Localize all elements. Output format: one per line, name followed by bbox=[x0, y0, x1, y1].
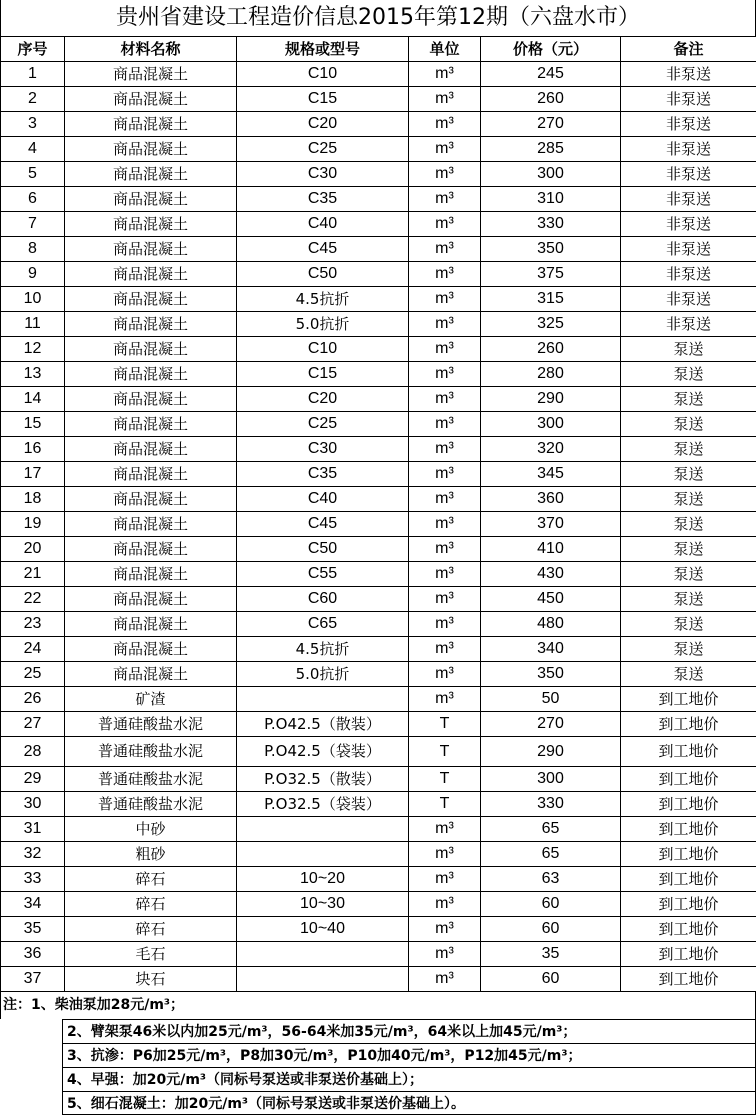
header-unit: 单位 bbox=[409, 37, 481, 62]
table-row bbox=[1, 437, 756, 462]
cell-unit: m³ bbox=[409, 512, 481, 537]
cell-note: 非泵送 bbox=[621, 287, 756, 312]
cell-unit: m³ bbox=[409, 137, 481, 162]
cell-name: 商品混凝土 bbox=[65, 437, 237, 462]
cell-note: 到工地价 bbox=[621, 967, 756, 992]
cell-spec: C25 bbox=[237, 412, 409, 437]
cell-unit: m³ bbox=[409, 967, 481, 992]
cell-price: 60 bbox=[481, 892, 621, 917]
table-row bbox=[1, 387, 756, 412]
cell-spec bbox=[237, 687, 409, 712]
cell-note: 到工地价 bbox=[621, 817, 756, 842]
cell-price: 260 bbox=[481, 87, 621, 112]
cell-spec: C65 bbox=[237, 612, 409, 637]
cell-note: 泵送 bbox=[621, 662, 756, 687]
cell-note: 非泵送 bbox=[621, 62, 756, 87]
cell-price: 285 bbox=[481, 137, 621, 162]
cell-spec: C15 bbox=[237, 362, 409, 387]
cell-unit: m³ bbox=[409, 917, 481, 942]
cell-spec: 10~40 bbox=[237, 917, 409, 942]
cell-price: 350 bbox=[481, 237, 621, 262]
table-row bbox=[1, 587, 756, 612]
cell-note: 非泵送 bbox=[621, 87, 756, 112]
cell-price: 325 bbox=[481, 312, 621, 337]
cell-no: 1 bbox=[1, 62, 65, 87]
cell-name: 商品混凝土 bbox=[65, 287, 237, 312]
cell-name: 碎石 bbox=[65, 867, 237, 892]
cell-note: 泵送 bbox=[621, 512, 756, 537]
cell-unit: m³ bbox=[409, 487, 481, 512]
sheet-title: 贵州省建设工程造价信息2015年第12期（六盘水市） bbox=[0, 0, 756, 36]
cell-name: 碎石 bbox=[65, 917, 237, 942]
cell-name: 中砂 bbox=[65, 817, 237, 842]
cell-price: 410 bbox=[481, 537, 621, 562]
cell-name: 毛石 bbox=[65, 942, 237, 967]
table-row bbox=[1, 792, 756, 817]
cell-unit: m³ bbox=[409, 662, 481, 687]
table-row bbox=[1, 162, 756, 187]
cell-note: 非泵送 bbox=[621, 212, 756, 237]
cell-no: 16 bbox=[1, 437, 65, 462]
cell-note: 泵送 bbox=[621, 487, 756, 512]
table-row bbox=[1, 867, 756, 892]
cell-spec: C30 bbox=[237, 437, 409, 462]
cell-name: 商品混凝土 bbox=[65, 187, 237, 212]
cell-no: 15 bbox=[1, 412, 65, 437]
cell-no: 21 bbox=[1, 562, 65, 587]
cell-no: 9 bbox=[1, 262, 65, 287]
cell-spec: C35 bbox=[237, 187, 409, 212]
cell-price: 320 bbox=[481, 437, 621, 462]
cell-no: 3 bbox=[1, 112, 65, 137]
cell-name: 商品混凝土 bbox=[65, 387, 237, 412]
cell-spec: 10~30 bbox=[237, 892, 409, 917]
cell-note: 到工地价 bbox=[621, 867, 756, 892]
cell-spec: P.O42.5（散装） bbox=[237, 712, 409, 737]
cell-spec: C30 bbox=[237, 162, 409, 187]
table-row bbox=[1, 892, 756, 917]
cell-price: 340 bbox=[481, 637, 621, 662]
cell-name: 商品混凝土 bbox=[65, 62, 237, 87]
cell-unit: m³ bbox=[409, 637, 481, 662]
cell-note: 到工地价 bbox=[621, 842, 756, 867]
cell-no: 28 bbox=[1, 737, 65, 767]
cell-price: 60 bbox=[481, 967, 621, 992]
cell-note: 非泵送 bbox=[621, 162, 756, 187]
cell-no: 12 bbox=[1, 337, 65, 362]
cell-unit: m³ bbox=[409, 337, 481, 362]
cell-price: 370 bbox=[481, 512, 621, 537]
cell-unit: m³ bbox=[409, 237, 481, 262]
cell-spec bbox=[237, 817, 409, 842]
cell-price: 345 bbox=[481, 462, 621, 487]
cell-price: 50 bbox=[481, 687, 621, 712]
cell-unit: m³ bbox=[409, 817, 481, 842]
cell-no: 8 bbox=[1, 237, 65, 262]
cell-unit: m³ bbox=[409, 387, 481, 412]
cell-price: 60 bbox=[481, 917, 621, 942]
cell-price: 290 bbox=[481, 387, 621, 412]
note-1: 注：1、柴油泵加28元/m³； bbox=[0, 992, 756, 1019]
cell-no: 35 bbox=[1, 917, 65, 942]
note-2: 2、臂架泵46米以内加25元/m³，56-64米加35元/m³，64米以上加45元/m³； bbox=[62, 1019, 756, 1043]
table-row bbox=[1, 942, 756, 967]
cell-price: 360 bbox=[481, 487, 621, 512]
cell-price: 330 bbox=[481, 792, 621, 817]
cell-spec: C25 bbox=[237, 137, 409, 162]
table-row bbox=[1, 817, 756, 842]
cell-name: 商品混凝土 bbox=[65, 362, 237, 387]
cell-name: 商品混凝土 bbox=[65, 237, 237, 262]
cell-name: 商品混凝土 bbox=[65, 637, 237, 662]
cell-note: 非泵送 bbox=[621, 262, 756, 287]
note-4: 4、早强：加20元/m³（同标号泵送或非泵送价基础上）； bbox=[62, 1067, 756, 1091]
cell-unit: T bbox=[409, 792, 481, 817]
table-row bbox=[1, 87, 756, 112]
cell-name: 商品混凝土 bbox=[65, 137, 237, 162]
cell-name: 商品混凝土 bbox=[65, 312, 237, 337]
cell-unit: m³ bbox=[409, 162, 481, 187]
table-row bbox=[1, 362, 756, 387]
cell-price: 65 bbox=[481, 842, 621, 867]
cell-price: 450 bbox=[481, 587, 621, 612]
table-row bbox=[1, 337, 756, 362]
table-row bbox=[1, 62, 756, 87]
cell-spec: 10~20 bbox=[237, 867, 409, 892]
cell-name: 商品混凝土 bbox=[65, 412, 237, 437]
cell-spec: C40 bbox=[237, 487, 409, 512]
note-5: 5、细石混凝土：加20元/m³（同标号泵送或非泵送价基础上）。 bbox=[62, 1091, 756, 1115]
cell-name: 商品混凝土 bbox=[65, 612, 237, 637]
header-row bbox=[1, 37, 756, 62]
cell-no: 26 bbox=[1, 687, 65, 712]
table-row bbox=[1, 662, 756, 687]
cell-no: 22 bbox=[1, 587, 65, 612]
cell-price: 350 bbox=[481, 662, 621, 687]
cell-no: 23 bbox=[1, 612, 65, 637]
cell-unit: m³ bbox=[409, 867, 481, 892]
cell-name: 商品混凝土 bbox=[65, 162, 237, 187]
cell-spec: C35 bbox=[237, 462, 409, 487]
table-row bbox=[1, 287, 756, 312]
cell-name: 商品混凝土 bbox=[65, 537, 237, 562]
cell-price: 300 bbox=[481, 162, 621, 187]
cell-spec: C10 bbox=[237, 62, 409, 87]
cell-unit: m³ bbox=[409, 262, 481, 287]
cell-spec: P.O42.5（袋装） bbox=[237, 737, 409, 767]
cell-no: 18 bbox=[1, 487, 65, 512]
cell-note: 非泵送 bbox=[621, 112, 756, 137]
table-row bbox=[1, 737, 756, 767]
table-row bbox=[1, 512, 756, 537]
table-row bbox=[1, 212, 756, 237]
table-row bbox=[1, 637, 756, 662]
cell-no: 2 bbox=[1, 87, 65, 112]
cell-price: 245 bbox=[481, 62, 621, 87]
cell-note: 泵送 bbox=[621, 462, 756, 487]
cell-spec: P.O32.5（散装） bbox=[237, 767, 409, 792]
cell-name: 块石 bbox=[65, 967, 237, 992]
cell-unit: m³ bbox=[409, 412, 481, 437]
table-row bbox=[1, 262, 756, 287]
cell-unit: m³ bbox=[409, 212, 481, 237]
cell-unit: m³ bbox=[409, 312, 481, 337]
cell-unit: m³ bbox=[409, 62, 481, 87]
cell-unit: T bbox=[409, 767, 481, 792]
cell-unit: m³ bbox=[409, 187, 481, 212]
header-note: 备注 bbox=[621, 37, 756, 62]
cell-unit: m³ bbox=[409, 687, 481, 712]
cell-unit: T bbox=[409, 737, 481, 767]
cell-no: 29 bbox=[1, 767, 65, 792]
cell-price: 300 bbox=[481, 412, 621, 437]
cell-note: 到工地价 bbox=[621, 942, 756, 967]
cell-no: 31 bbox=[1, 817, 65, 842]
cell-no: 10 bbox=[1, 287, 65, 312]
table-row bbox=[1, 237, 756, 262]
cell-unit: m³ bbox=[409, 587, 481, 612]
cell-no: 14 bbox=[1, 387, 65, 412]
cell-note: 到工地价 bbox=[621, 687, 756, 712]
cell-price: 270 bbox=[481, 112, 621, 137]
cell-price: 430 bbox=[481, 562, 621, 587]
cell-spec bbox=[237, 967, 409, 992]
table-row bbox=[1, 312, 756, 337]
cell-note: 非泵送 bbox=[621, 137, 756, 162]
cell-name: 商品混凝土 bbox=[65, 662, 237, 687]
cell-spec bbox=[237, 842, 409, 867]
cell-name: 粗砂 bbox=[65, 842, 237, 867]
cell-spec bbox=[237, 942, 409, 967]
cell-note: 泵送 bbox=[621, 437, 756, 462]
cell-name: 普通硅酸盐水泥 bbox=[65, 737, 237, 767]
cell-note: 到工地价 bbox=[621, 892, 756, 917]
cell-name: 商品混凝土 bbox=[65, 562, 237, 587]
cell-note: 非泵送 bbox=[621, 237, 756, 262]
cell-name: 商品混凝土 bbox=[65, 487, 237, 512]
cell-price: 315 bbox=[481, 287, 621, 312]
header-price: 价格（元） bbox=[481, 37, 621, 62]
cell-name: 普通硅酸盐水泥 bbox=[65, 767, 237, 792]
table-row bbox=[1, 487, 756, 512]
cell-no: 6 bbox=[1, 187, 65, 212]
table-row bbox=[1, 562, 756, 587]
cell-note: 泵送 bbox=[621, 412, 756, 437]
cell-no: 27 bbox=[1, 712, 65, 737]
cell-no: 34 bbox=[1, 892, 65, 917]
cell-price: 375 bbox=[481, 262, 621, 287]
cell-no: 19 bbox=[1, 512, 65, 537]
cell-price: 280 bbox=[481, 362, 621, 387]
cell-unit: m³ bbox=[409, 462, 481, 487]
cell-no: 4 bbox=[1, 137, 65, 162]
table-row bbox=[1, 112, 756, 137]
cell-spec: C45 bbox=[237, 512, 409, 537]
cell-no: 32 bbox=[1, 842, 65, 867]
cell-spec: 5.0抗折 bbox=[237, 662, 409, 687]
cell-price: 330 bbox=[481, 212, 621, 237]
cell-spec: C10 bbox=[237, 337, 409, 362]
cell-unit: T bbox=[409, 712, 481, 737]
cell-no: 11 bbox=[1, 312, 65, 337]
cell-price: 270 bbox=[481, 712, 621, 737]
header-name: 材料名称 bbox=[65, 37, 237, 62]
cell-unit: m³ bbox=[409, 892, 481, 917]
cell-note: 到工地价 bbox=[621, 737, 756, 767]
cell-no: 7 bbox=[1, 212, 65, 237]
cell-name: 碎石 bbox=[65, 892, 237, 917]
cell-spec: C45 bbox=[237, 237, 409, 262]
note-3: 3、抗渗：P6加25元/m³，P8加30元/m³，P10加40元/m³，P12加45元/m³； bbox=[62, 1043, 756, 1067]
cell-no: 33 bbox=[1, 867, 65, 892]
table-row bbox=[1, 917, 756, 942]
cell-note: 泵送 bbox=[621, 387, 756, 412]
cell-price: 260 bbox=[481, 337, 621, 362]
table-row bbox=[1, 842, 756, 867]
cell-note: 非泵送 bbox=[621, 312, 756, 337]
cell-name: 普通硅酸盐水泥 bbox=[65, 712, 237, 737]
cell-unit: m³ bbox=[409, 112, 481, 137]
cell-price: 63 bbox=[481, 867, 621, 892]
table-row bbox=[1, 612, 756, 637]
cell-note: 泵送 bbox=[621, 562, 756, 587]
cell-note: 到工地价 bbox=[621, 792, 756, 817]
cell-spec: 4.5抗折 bbox=[237, 287, 409, 312]
cell-no: 20 bbox=[1, 537, 65, 562]
cell-no: 25 bbox=[1, 662, 65, 687]
cell-spec: C20 bbox=[237, 387, 409, 412]
cell-name: 普通硅酸盐水泥 bbox=[65, 792, 237, 817]
cell-name: 矿渣 bbox=[65, 687, 237, 712]
table-row bbox=[1, 712, 756, 737]
cell-name: 商品混凝土 bbox=[65, 212, 237, 237]
cell-note: 泵送 bbox=[621, 637, 756, 662]
price-table bbox=[0, 36, 756, 992]
cell-note: 到工地价 bbox=[621, 712, 756, 737]
header-no: 序号 bbox=[1, 37, 65, 62]
cell-unit: m³ bbox=[409, 537, 481, 562]
cell-spec: P.O32.5（袋装） bbox=[237, 792, 409, 817]
cell-price: 300 bbox=[481, 767, 621, 792]
cell-unit: m³ bbox=[409, 612, 481, 637]
cell-unit: m³ bbox=[409, 437, 481, 462]
table-row bbox=[1, 767, 756, 792]
cell-spec: C20 bbox=[237, 112, 409, 137]
cell-note: 泵送 bbox=[621, 612, 756, 637]
cell-unit: m³ bbox=[409, 87, 481, 112]
cell-no: 37 bbox=[1, 967, 65, 992]
cell-spec: C60 bbox=[237, 587, 409, 612]
cell-unit: m³ bbox=[409, 562, 481, 587]
header-spec: 规格或型号 bbox=[237, 37, 409, 62]
cell-price: 310 bbox=[481, 187, 621, 212]
cell-spec: C50 bbox=[237, 537, 409, 562]
cell-no: 13 bbox=[1, 362, 65, 387]
cell-no: 17 bbox=[1, 462, 65, 487]
cell-note: 非泵送 bbox=[621, 187, 756, 212]
cell-no: 36 bbox=[1, 942, 65, 967]
cell-no: 30 bbox=[1, 792, 65, 817]
cell-name: 商品混凝土 bbox=[65, 87, 237, 112]
table-row bbox=[1, 462, 756, 487]
table-row bbox=[1, 187, 756, 212]
cell-note: 泵送 bbox=[621, 337, 756, 362]
cell-unit: m³ bbox=[409, 362, 481, 387]
cell-price: 290 bbox=[481, 737, 621, 767]
table-row bbox=[1, 687, 756, 712]
table-row bbox=[1, 537, 756, 562]
cell-price: 480 bbox=[481, 612, 621, 637]
cell-unit: m³ bbox=[409, 942, 481, 967]
cell-spec: C55 bbox=[237, 562, 409, 587]
cell-name: 商品混凝土 bbox=[65, 337, 237, 362]
cell-no: 5 bbox=[1, 162, 65, 187]
cell-price: 35 bbox=[481, 942, 621, 967]
cell-name: 商品混凝土 bbox=[65, 512, 237, 537]
cell-unit: m³ bbox=[409, 287, 481, 312]
cell-note: 到工地价 bbox=[621, 767, 756, 792]
cell-spec: 5.0抗折 bbox=[237, 312, 409, 337]
cell-note: 泵送 bbox=[621, 587, 756, 612]
cell-name: 商品混凝土 bbox=[65, 112, 237, 137]
cell-spec: C50 bbox=[237, 262, 409, 287]
notes-section bbox=[0, 992, 756, 1115]
cell-note: 到工地价 bbox=[621, 917, 756, 942]
table-row bbox=[1, 967, 756, 992]
cell-spec: 4.5抗折 bbox=[237, 637, 409, 662]
cell-no: 24 bbox=[1, 637, 65, 662]
cell-spec: C40 bbox=[237, 212, 409, 237]
cell-price: 65 bbox=[481, 817, 621, 842]
table-row bbox=[1, 137, 756, 162]
cell-name: 商品混凝土 bbox=[65, 587, 237, 612]
cell-unit: m³ bbox=[409, 842, 481, 867]
cell-note: 泵送 bbox=[621, 362, 756, 387]
cell-name: 商品混凝土 bbox=[65, 262, 237, 287]
table-row bbox=[1, 412, 756, 437]
cell-spec: C15 bbox=[237, 87, 409, 112]
cell-name: 商品混凝土 bbox=[65, 462, 237, 487]
cell-note: 泵送 bbox=[621, 537, 756, 562]
